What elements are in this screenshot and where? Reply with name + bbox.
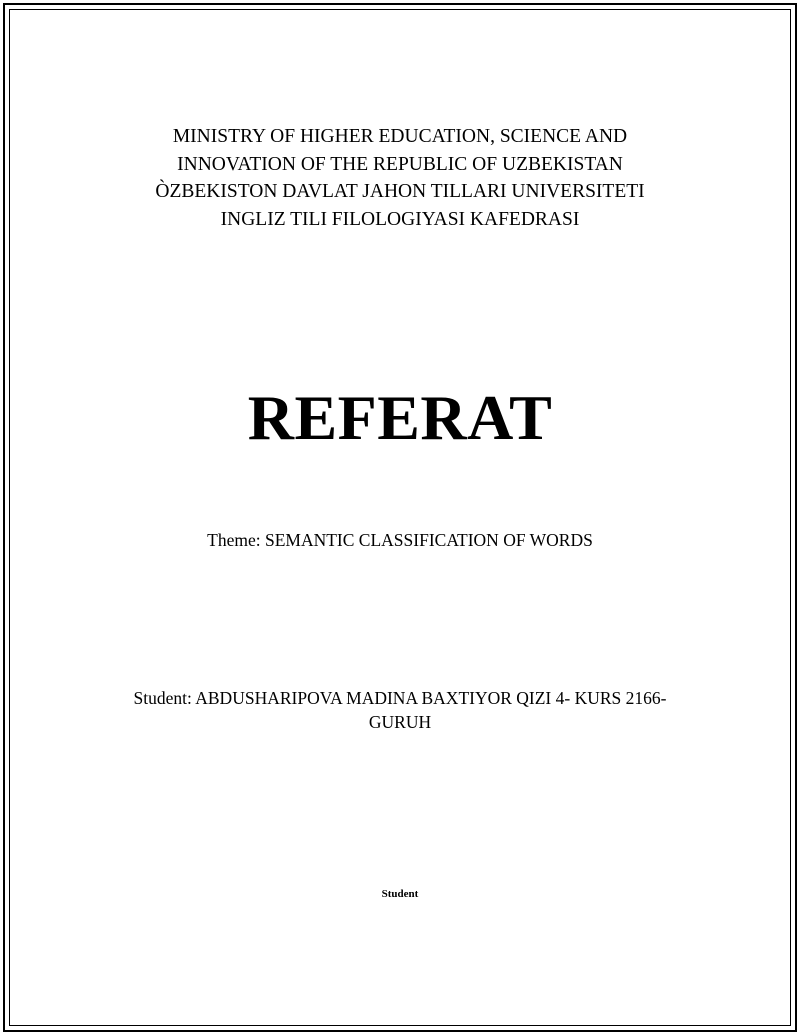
header-line-university: ÒZBEKISTON DAVLAT JAHON TILLARI UNIVERSITETI <box>155 181 645 202</box>
header-line-republic: INNOVATION OF THE REPUBLIC OF UZBEKISTAN <box>177 153 623 175</box>
header-line-ministry: MINISTRY OF HIGHER EDUCATION, SCIENCE AND <box>172 126 628 147</box>
student-line: Student: ABDUSHARIPOVA MADINA BAXTIYOR QIZI 4- KURS 2166-GURUH <box>133 688 667 732</box>
theme-line: Theme: SEMANTIC CLASSIFICATION OF WORDS <box>207 530 593 550</box>
institution-header <box>0 123 800 233</box>
footer-student-label: Student <box>381 888 419 900</box>
header-line-department: INGLIZ TILI FILOLOGIYASI KAFEDRASI <box>220 208 580 230</box>
document-title: REFERAT <box>247 382 553 453</box>
